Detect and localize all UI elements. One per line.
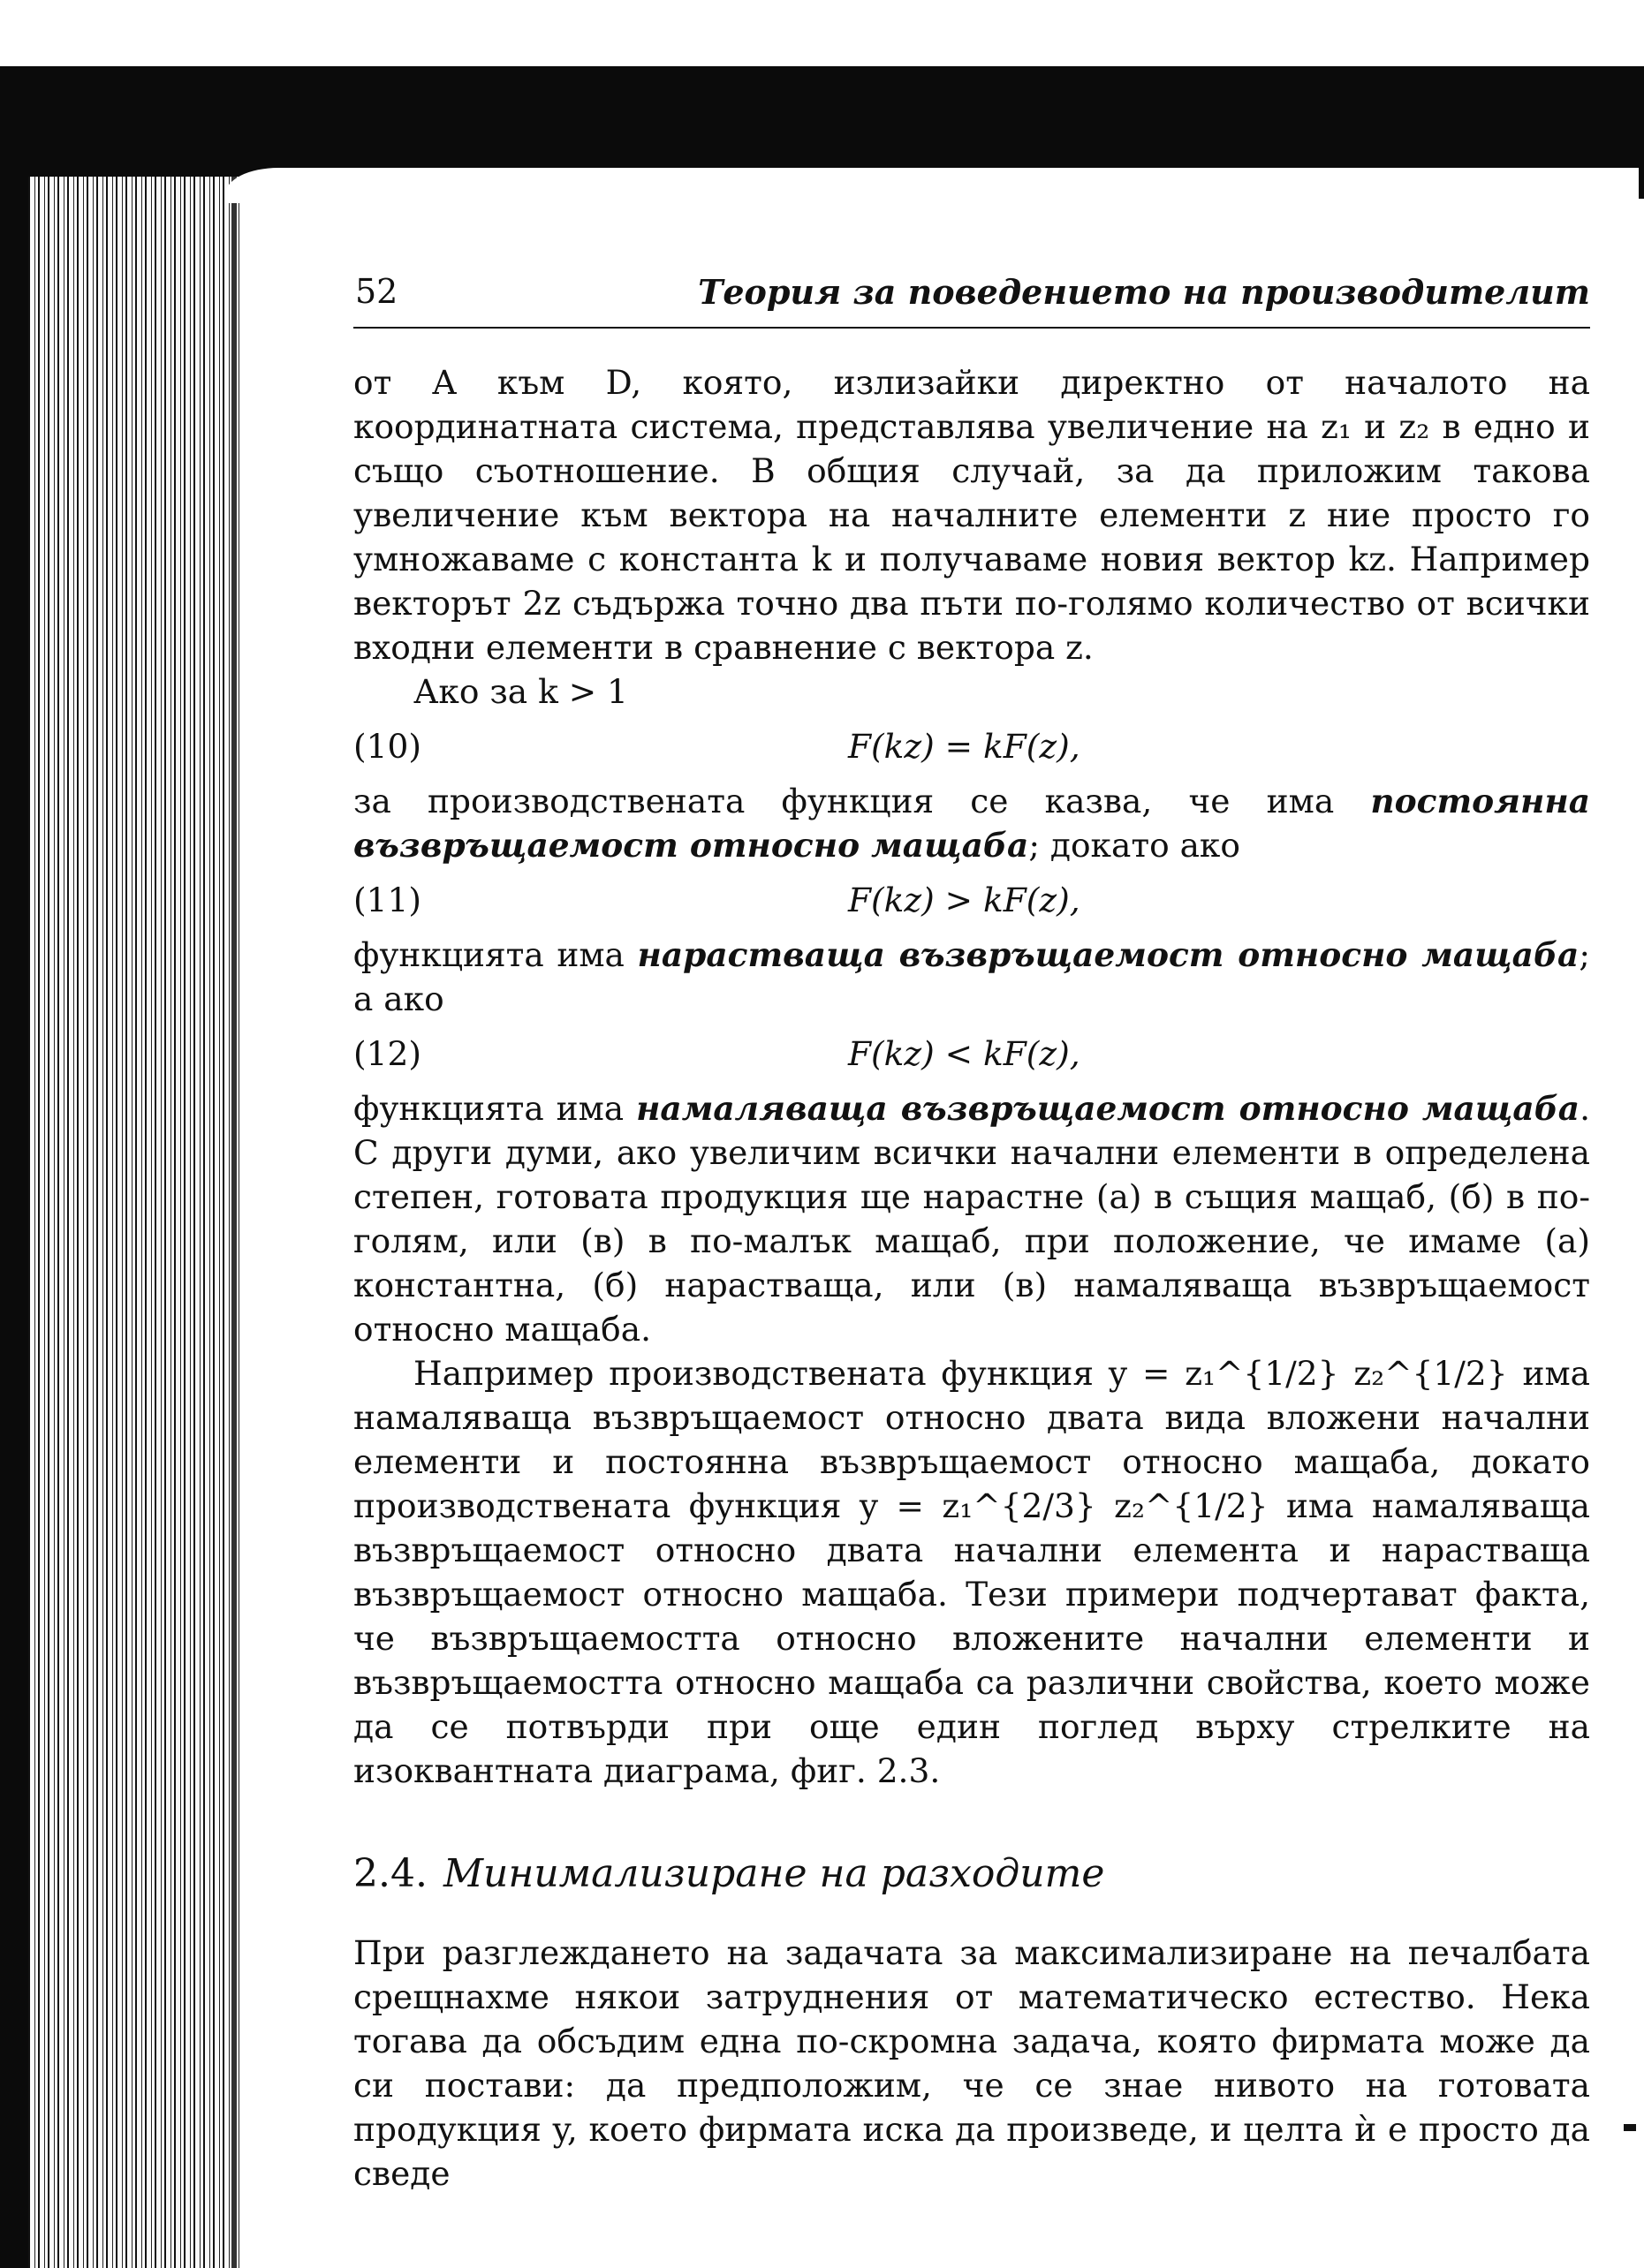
text-run: ; докато ако <box>1028 826 1240 865</box>
section-number: 2.4. <box>353 1851 428 1896</box>
text-run: функцията има <box>353 935 638 974</box>
scan-top-margin <box>0 0 1644 66</box>
emphasized-term: нарастваща възвръщаемост относно мащаба <box>637 935 1580 974</box>
scan-left-shadow <box>0 66 28 2268</box>
equation-number: (11) <box>353 881 421 919</box>
equation-formula: F(kz) = kF(z), <box>848 727 1080 766</box>
emphasized-term: намаляваща възвръщаемост относно мащаба <box>636 1089 1580 1128</box>
running-title: Теория за поведението на производителит <box>698 272 1590 312</box>
paragraph-3 <box>353 779 1590 867</box>
section-heading <box>353 1848 1590 1901</box>
paragraph-4 <box>353 933 1590 1021</box>
text-run: . С други думи, ако увеличим всички начални елементи в определена степен, готовата продукция ще нарастне (а) в същия мащаб, (б) в по-голям, или (в) в по-малък мащаб, при положение, че имаме (а) константна, (б) нарастваща, или (в) намаляваща възвръщаемост относно мащаба. <box>353 1089 1590 1349</box>
equation-formula: F(kz) > kF(z), <box>848 881 1080 919</box>
book-page-edges <box>28 177 240 2268</box>
section-title: Минимализиране на разходите <box>443 1851 1105 1896</box>
equation-12 <box>353 1032 1590 1076</box>
page-header <box>353 265 1590 329</box>
emphasized-term: постоянна възвръщаемост относно мащаба <box>353 782 1590 865</box>
page-number: 52 <box>355 272 398 311</box>
equation-11 <box>353 878 1590 922</box>
scan-mark <box>1624 2124 1636 2131</box>
paragraph-6: Например производствената функция y = z₁^{1/2} z₂^{1/2} има намаляваща възвръщаемост относно двата вида вложени начални елементи и постоянна възвръщаемост относно мащаба, докато производствената функция y = z₁^{2/3} z₂^{1/2} има намаляваща възвръщаемост относно двата начални елемента и нарастваща възвръщаемост относно мащаба. Тези примери подчертават факта, че възвръщаемостта относно вложените начални елементи и възвръщаемостта относно мащаба са различни свойства, което може да се потвърди при още един поглед върху стрелките на изоквантната диаграма, фиг. 2.3. <box>353 1354 1590 1790</box>
equation-number: (12) <box>353 1034 421 1073</box>
book-page <box>353 265 1590 2208</box>
paragraph-1: от A към D, която, излизайки директно от началото на координатната система, представлява увеличение на z₁ и z₂ в едно и също съотношение. В общия случай, за да приложим такова увеличение към вектора на началните елементи z ние просто го умножаваме с константа k и получаваме новия вектор kz. Например векторът 2z съдържа точно два пъти по-голямо количество от всички входни елементи в сравнение с вектора z. <box>353 363 1590 667</box>
equation-formula: F(kz) < kF(z), <box>848 1034 1080 1073</box>
equation-10 <box>353 724 1590 768</box>
text-run: за производствената функция се казва, че има <box>353 782 1371 820</box>
paragraph-2: Ако за k > 1 <box>413 672 628 711</box>
page-top-curve <box>225 168 1639 203</box>
text-run: функцията има <box>353 1089 637 1128</box>
book-spine-edge <box>231 177 237 2268</box>
text-run: ; а ако <box>353 935 1590 1018</box>
paragraph-7: При разглеждането на задачата за максимализиране на печалбата срещнахме някои затруднения от математическо естество. Нека тогава да обсъдим една по-скромна задача, която фирмата може да си постави: да предположим, че се знае нивото на готовата продукция y, което фирмата иска да произведе, и целта ѝ е просто да сведе <box>353 1933 1590 2193</box>
equation-number: (10) <box>353 727 421 766</box>
paragraph-5 <box>353 1086 1590 1351</box>
